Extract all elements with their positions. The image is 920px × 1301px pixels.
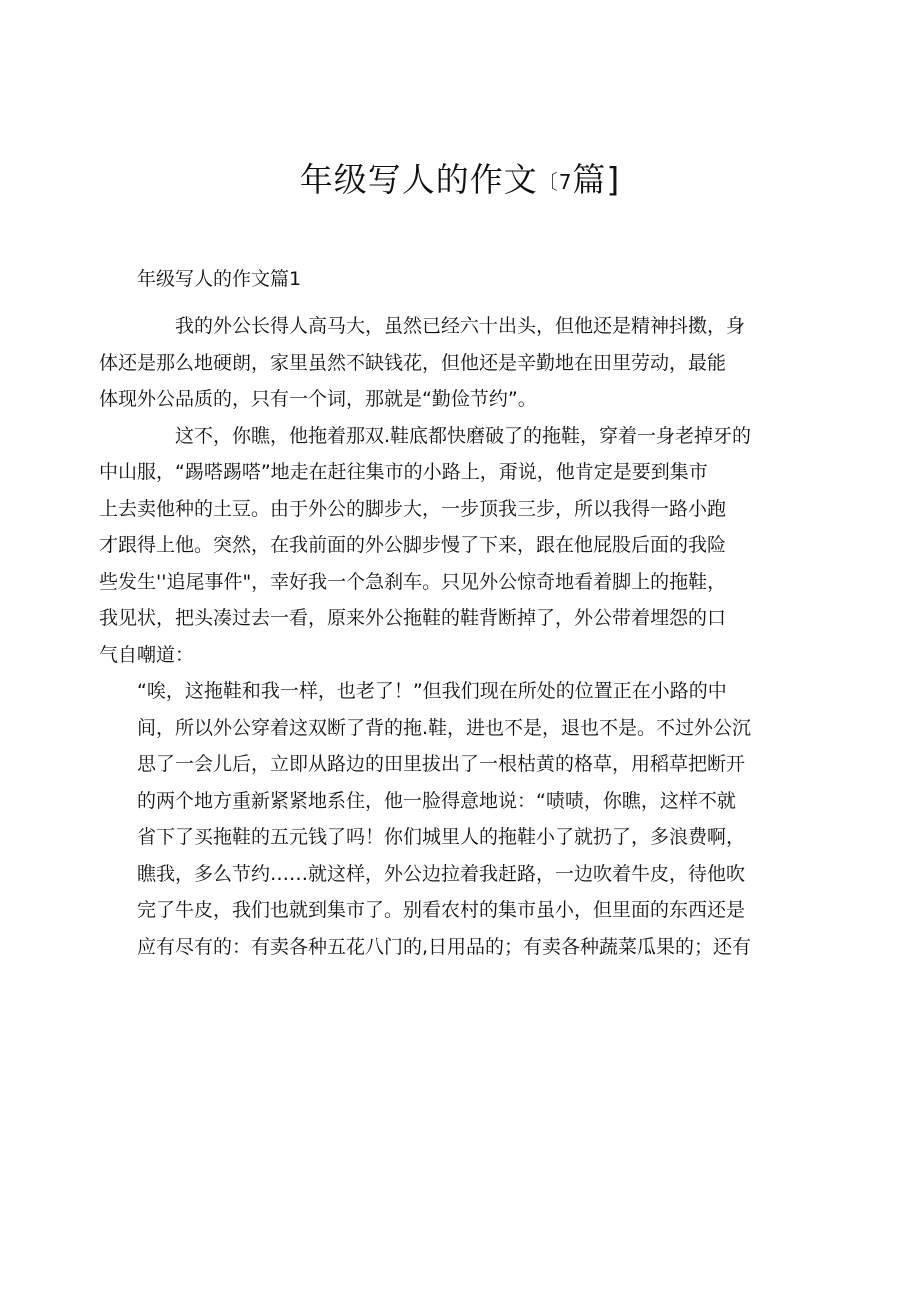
- text-line: “唉，这拖鞋和我一样，也老了！”但我们现在所处的位置正在小路的中: [137, 680, 727, 702]
- section-heading: 年级写人的作文篇1: [137, 268, 302, 290]
- text-line: 我见状，把头凑过去一看，原来外公拖鞋的鞋背断掉了，外公带着埋怨的口: [99, 607, 727, 629]
- text-line: 才跟得上他。突然，在我前面的外公脚步慢了下来，跟在他屁股后面的我险: [99, 534, 727, 556]
- paragraph-2: [99, 418, 797, 674]
- document-title: [0, 152, 920, 210]
- paragraph-3: [137, 673, 797, 965]
- text-line: 瞧我，多么节约……就这样，外公边拉着我赶路，一边吹着牛皮，待他吹: [137, 862, 746, 885]
- text-line: 体还是那么地硬朗，家里虽然不缺钱花，但他还是辛勤地在田里劳动，最能: [99, 351, 727, 374]
- text-line: 体现外公品质的，只有一个词，那就是“勤俭节约”。: [99, 388, 537, 410]
- paragraph-1: [99, 308, 797, 418]
- text-line: 应有尽有的：有卖各种五花八门的,日用品的；有卖各种蔬菜瓜果的；还有: [137, 935, 752, 958]
- title-bracket-rest: 篇]: [572, 160, 621, 199]
- text-line: 完了牛皮，我们也就到集市了。别看农村的集市虽小，但里面的东西还是: [137, 899, 746, 921]
- text-line: 中山服，“踢嗒踢嗒”地走在赶往集市的小路上，甭说，他肯定是要到集市: [99, 461, 708, 483]
- title-bracket-open: 〔: [537, 170, 559, 194]
- text-line: 上去卖他种的土豆。由于外公的脚步大，一步顶我三步，所以我得一路小跑: [99, 497, 727, 520]
- text-line: 的两个地方重新紧紧地系住，他一脸得意地说：“啧啧，你瞧，这样不就: [137, 789, 736, 812]
- text-line: 间，所以外公穿着这双断了背的拖.鞋，进也不是，退也不是。不过外公沉: [137, 716, 752, 739]
- text-line: 这不，你瞧，他拖着那双.鞋底都快磨破了的拖鞋，穿着一身老掉牙的: [175, 424, 752, 447]
- text-line: 气自嘲道：: [99, 643, 195, 666]
- body-text: [99, 308, 797, 965]
- text-line: 我的外公长得人高马大，虽然已经六十出头，但他还是精神抖擞，身: [175, 315, 746, 337]
- text-line: 思了一会儿后，立即从路边的田里拔出了一根枯黄的格草，用稻草把断开: [137, 753, 746, 775]
- text-line: 些发生''追尾事件"，幸好我一个急刹车。只见外公惊奇地看着脚上的拖鞋，: [99, 570, 727, 593]
- text-line: 省下了买拖鞋的五元钱了吗！你们城里人的拖鞋小了就扔了，多浪费啊，: [137, 826, 746, 848]
- title-bracket-number: 7: [558, 170, 573, 194]
- title-main: 年级写人的作文: [299, 160, 538, 199]
